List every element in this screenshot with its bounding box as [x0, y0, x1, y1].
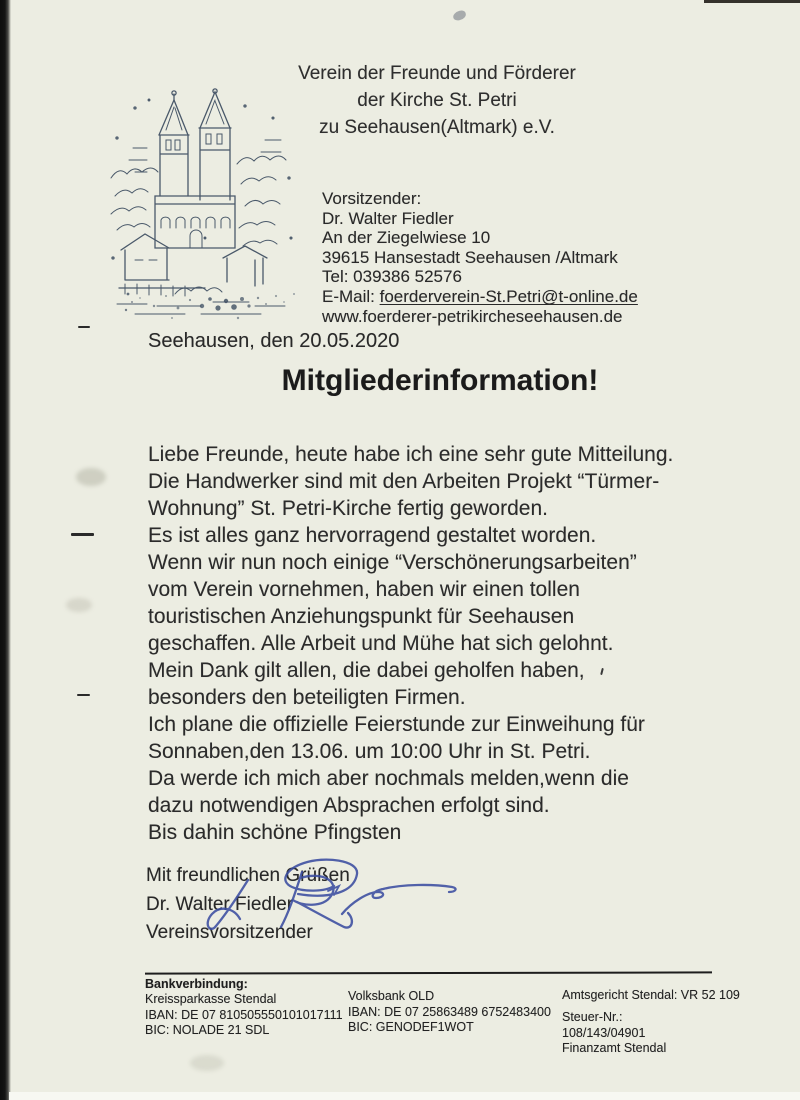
- bank2-iban: IBAN: DE 07 25863489 6752483400: [348, 1004, 551, 1019]
- dateline: Seehausen, den 20.05.2020: [148, 330, 400, 352]
- contact-street: An der Ziegelwiese 10: [322, 228, 491, 248]
- org-name-line: der Kirche St. Petri: [357, 90, 517, 111]
- contact-name: Dr. Walter Fiedler: [322, 208, 454, 228]
- body-line: Wohnung” St. Petri-Kirche fertig geworden.: [148, 497, 548, 520]
- body-line: Da werde ich mich aber nochmals melden,wenn die: [148, 767, 629, 790]
- tax-number: 108/143/04901: [562, 1025, 646, 1040]
- body-line: touristischen Anziehungspunkt für Seehausen: [148, 605, 575, 628]
- body-line: vom Verein vornehmen, haben wir einen tollen: [148, 578, 580, 601]
- bank1-bic: BIC: NOLADE 21 SDL: [145, 1023, 270, 1037]
- body-line: besonders den beteiligten Firmen.: [148, 686, 466, 709]
- body-line: Ich plane die offizielle Feierstunde zur Einweihung für: [148, 713, 645, 736]
- email-label: E-Mail:: [322, 286, 380, 306]
- body-line: geschaffen. Alle Arbeit und Mühe hat sich gelohnt.: [148, 632, 614, 655]
- contact-email-line: [322, 287, 638, 307]
- handwritten-signature: [182, 852, 472, 942]
- body-line: Sonnaben,den 13.06. um 10:00 Uhr in St. Petri.: [148, 740, 591, 763]
- scan-speckle-cluster: [118, 286, 308, 330]
- footer-registry-court: Amtsgericht Stendal: VR 52 109: [562, 988, 740, 1002]
- bank1-iban: IBAN: DE 07 810505550101017111: [145, 1007, 343, 1022]
- contact-website: www.foerderer-petrikircheseehausen.de: [322, 306, 623, 326]
- scan-edge-bottom: [9, 1092, 800, 1100]
- contact-phone: Tel: 039386 52576: [322, 267, 462, 287]
- body-line: Bis dahin schöne Pfingsten: [148, 821, 402, 844]
- scan-speck: [452, 9, 467, 21]
- footer-title: Bankverbindung:: [145, 977, 248, 991]
- body-line: Es ist alles ganz hervorragend gestaltet worden.: [148, 524, 597, 547]
- scan-edge-shadow: [0, 0, 11, 1100]
- tax-office: Finanzamt Stendal: [562, 1041, 667, 1055]
- margin-mark: [78, 326, 90, 328]
- scan-smudge: [66, 598, 92, 612]
- signer-name: Dr. Walter Fiedler: [146, 893, 294, 915]
- body-line: Die Handwerker sind mit den Arbeiten Projekt “Türmer-: [148, 470, 660, 493]
- body-line: dazu notwendigen Absprachen erfolgt sind.: [148, 794, 550, 817]
- closing-line: Mit freundlichen Grüßen: [146, 865, 350, 886]
- bank2-bic: BIC: GENODEF1WOT: [348, 1020, 474, 1034]
- scan-smudge: [190, 1055, 224, 1071]
- footer-tax-block: [562, 1010, 666, 1057]
- scan-edge-top: [704, 0, 800, 3]
- footer-bank1: [145, 992, 343, 1039]
- bank1-name: Kreissparkasse Stendal: [145, 992, 277, 1006]
- margin-mark: [71, 533, 94, 536]
- margin-mark: [77, 694, 90, 696]
- org-name-line: Verein der Freunde und Förderer: [298, 63, 576, 84]
- bank2-name: Volksbank OLD: [348, 989, 435, 1003]
- org-name-line: zu Seehausen(Altmark) e.V.: [319, 117, 555, 138]
- contact-block: [322, 189, 638, 326]
- letter-heading: Mitgliederinformation!: [281, 364, 599, 397]
- body-line: Liebe Freunde, heute habe ich eine sehr gute Mitteilung.: [148, 443, 674, 466]
- signer-role: Vereinsvorsitzender: [146, 922, 313, 943]
- footer-bank2: [348, 989, 551, 1036]
- contact-city: 39615 Hansestadt Seehausen /Altmark: [322, 247, 618, 267]
- footer-divider: [145, 971, 712, 974]
- body-line: Mein Dank gilt allen, die dabei geholfen haben,: [148, 659, 585, 682]
- scan-smudge: [76, 468, 106, 486]
- body-line: Wenn wir nun noch einige “Verschönerungsarbeiten”: [148, 551, 637, 574]
- tax-label: Steuer-Nr.:: [562, 1010, 623, 1024]
- contact-role-label: Vorsitzender:: [322, 189, 422, 208]
- letter-body: [148, 441, 754, 846]
- email-address: foerderverein-St.Petri@t-online.de: [379, 286, 638, 306]
- org-header: [272, 60, 602, 141]
